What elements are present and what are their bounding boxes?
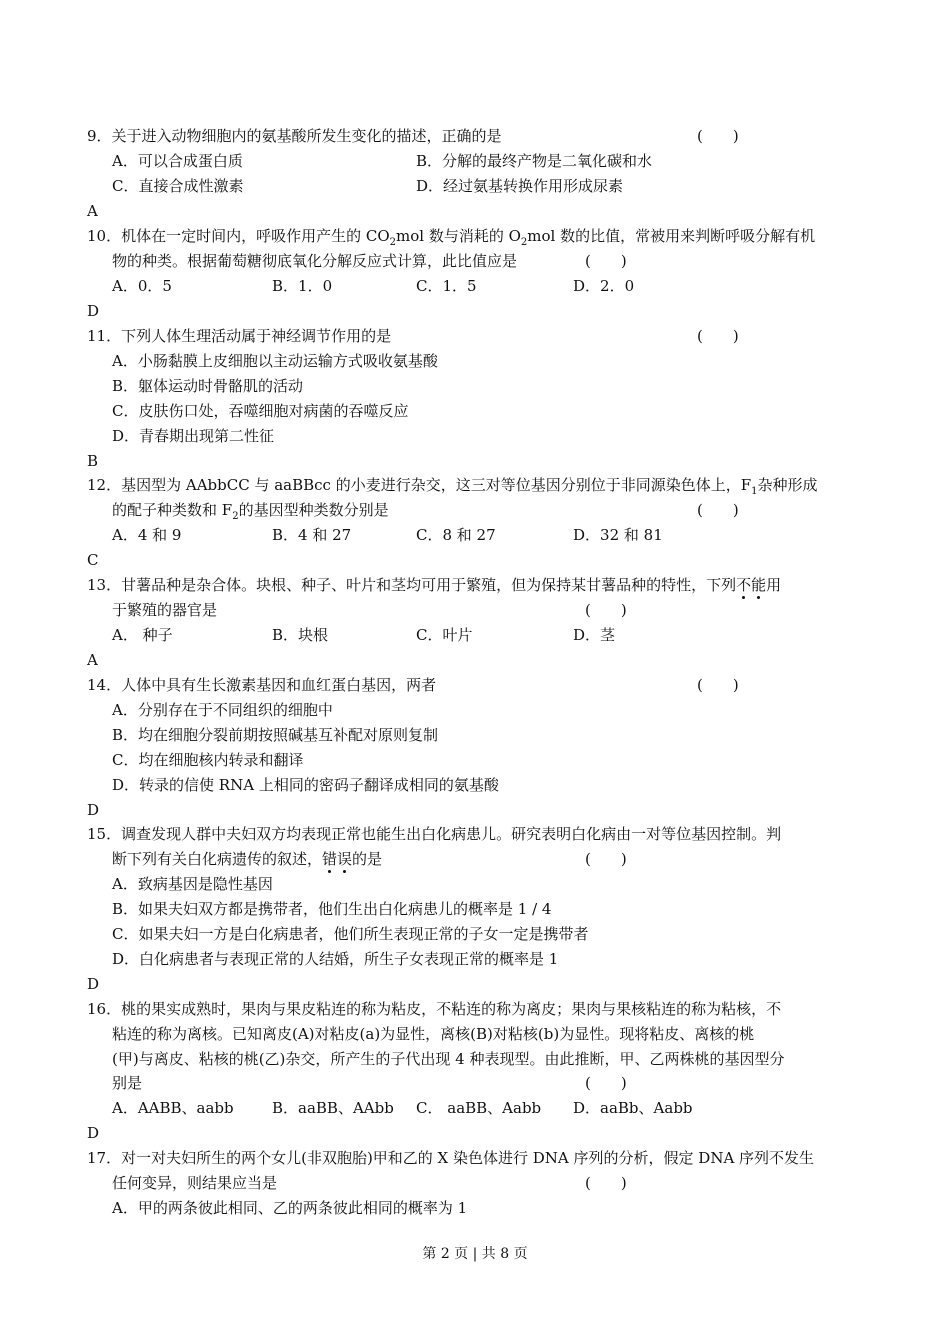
q13-option-a: A． 种子 bbox=[112, 626, 173, 644]
q11-answer: B bbox=[87, 452, 99, 470]
q10-paren: ( ) bbox=[585, 252, 627, 270]
page-footer: 第 2 页 | 共 8 页 bbox=[422, 1246, 528, 1262]
q14-stem: 14．人体中具有生长激素基因和血红蛋白基因，两者 bbox=[87, 676, 437, 694]
q12-option-d: D．32 和 81 bbox=[573, 526, 663, 544]
q12-stem-line2: 的配子种类数和 $F_2$的基因型种类数分别是 bbox=[112, 501, 389, 522]
q11-option-b: B．躯体运动时骨骼肌的活动 bbox=[112, 377, 304, 395]
q13-option-d: D．茎 bbox=[573, 626, 616, 644]
q13-stem-line1: 13．甘薯品种是杂合体。块根、种子、叶片和茎均可用于繁殖，但为保持某甘薯品种的特性，下列不能用 bbox=[87, 576, 782, 594]
q11-paren: ( ) bbox=[697, 327, 739, 345]
q16-option-c: C． aaBB、Aabb bbox=[416, 1099, 542, 1117]
q16-stem-line1: 16．桃的果实成熟时，果肉与果皮粘连的称为粘皮，不粘连的称为离皮；果肉与果核粘连的称为粘核，不 bbox=[87, 1000, 782, 1018]
q10-option-d: D．2．0 bbox=[573, 277, 635, 295]
q9-option-a: A．可以合成蛋白质 bbox=[112, 152, 243, 170]
q14-answer: D bbox=[87, 801, 100, 819]
q13-option-b: B．块根 bbox=[272, 626, 329, 644]
q10-option-b: B．1．0 bbox=[272, 277, 333, 295]
q9-stem: 9．关于进入动物细胞内的氨基酸所发生变化的描述，正确的是 bbox=[87, 127, 502, 145]
q13-answer: A bbox=[87, 651, 98, 669]
q15-stem-line1: 15．调查发现人群中夫妇双方均表现正常也能生出白化病患儿。研究表明白化病由一对等位基因控制。判 bbox=[87, 825, 782, 843]
q17-stem-line2: 任何变异，则结果应当是 bbox=[112, 1174, 278, 1192]
q16-stem-line4: 别是 bbox=[112, 1074, 143, 1092]
q15-stem-line2: 断下列有关白化病遗传的叙述，错误的是 bbox=[112, 850, 383, 868]
q9-option-b: B．分解的最终产物是二氧化碳和水 bbox=[416, 152, 653, 170]
q11-option-c: C．皮肤伤口处，吞噬细胞对病菌的吞噬反应 bbox=[112, 402, 409, 420]
q12-option-c: C．8 和 27 bbox=[416, 526, 496, 544]
q16-option-a: A．AABB、aabb bbox=[112, 1099, 234, 1117]
q11-option-a: A．小肠黏膜上皮细胞以主动运输方式吸收氨基酸 bbox=[112, 352, 438, 370]
q14-option-b: B．均在细胞分裂前期按照碱基互补配对原则复制 bbox=[112, 726, 439, 744]
q11-option-d: D．青春期出现第二性征 bbox=[112, 427, 275, 445]
q10-stem-line1: 10．机体在一定时间内，呼吸作用产生的 $CO_2mol$ 数与消耗的 $O_2mol$ 数的比值，常被用来判断呼吸分解有机 bbox=[87, 227, 816, 248]
q13-stem-line2: 于繁殖的器官是 bbox=[112, 601, 218, 619]
q13-option-c: C．叶片 bbox=[416, 626, 473, 644]
q10-stem-line2: 物的种类。根据葡萄糖彻底氧化分解反应式计算，此比值应是 bbox=[112, 252, 518, 270]
q11-stem: 11．下列人体生理活动属于神经调节作用的是 bbox=[87, 327, 392, 345]
q15-option-d: D．白化病患者与表现正常的人结婚，所生子女表现正常的概率是 1 bbox=[112, 950, 559, 968]
q12-option-a: A．4 和 9 bbox=[112, 526, 182, 544]
q16-option-d: D．aaBb、Aabb bbox=[573, 1099, 693, 1117]
q16-paren: ( ) bbox=[585, 1074, 627, 1092]
q15-option-b: B．如果夫妇双方都是携带者，他们生出白化病患儿的概率是 1 / 4 bbox=[112, 900, 552, 918]
q12-paren: ( ) bbox=[697, 501, 739, 519]
q16-stem-line2: 粘连的称为离核。已知离皮(A)对粘皮(a)为显性，离核(B)对粘核(b)为显性。现将粘皮、离核的桃 bbox=[112, 1025, 755, 1043]
q15-option-a: A．致病基因是隐性基因 bbox=[112, 875, 273, 893]
q13-paren: ( ) bbox=[585, 601, 627, 619]
q9-option-d: D．经过氨基转换作用形成尿素 bbox=[416, 177, 624, 195]
q17-option-a: A．甲的两条彼此相同、乙的两条彼此相同的概率为 1 bbox=[112, 1199, 468, 1217]
q15-option-c: C．如果夫妇一方是白化病患者，他们所生表现正常的子女一定是携带者 bbox=[112, 925, 589, 943]
q12-stem-line1: 12．基因型为 AAbbCC 与 aaBBcc 的小麦进行杂交，这三对等位基因分别位于非同源染色体上，$F_1$杂种形成 bbox=[87, 476, 818, 497]
q10-option-c: C．1．5 bbox=[416, 277, 477, 295]
q14-option-a: A．分别存在于不同组织的细胞中 bbox=[112, 701, 333, 719]
q17-paren: ( ) bbox=[585, 1174, 627, 1192]
q9-answer: A bbox=[87, 202, 98, 220]
q14-option-c: C．均在细胞核内转录和翻译 bbox=[112, 751, 304, 769]
q12-answer: C bbox=[87, 551, 99, 569]
q14-option-d: D．转录的信使 RNA 上相同的密码子翻译成相同的氨基酸 bbox=[112, 776, 499, 794]
q17-stem-line1: 17．对一对夫妇所生的两个女儿(非双胞胎)甲和乙的 X 染色体进行 DNA 序列的分析，假定 DNA 序列不发生 bbox=[87, 1149, 815, 1167]
q9-paren: ( ) bbox=[697, 127, 739, 145]
q16-option-b: B．aaBB、AAbb bbox=[272, 1099, 394, 1117]
q12-option-b: B．4 和 27 bbox=[272, 526, 352, 544]
q10-option-a: A．0．5 bbox=[112, 277, 172, 295]
q14-paren: ( ) bbox=[697, 676, 739, 694]
q16-answer: D bbox=[87, 1124, 100, 1142]
q9-option-c: C．直接合成性激素 bbox=[112, 177, 244, 195]
q10-answer: D bbox=[87, 302, 100, 320]
q15-paren: ( ) bbox=[585, 850, 627, 868]
q16-stem-line3: (甲)与离皮、粘核的桃(乙)杂交，所产生的子代出现 4 种表现型。由此推断，甲、乙两株桃的基因型分 bbox=[112, 1050, 785, 1068]
q15-answer: D bbox=[87, 975, 100, 993]
